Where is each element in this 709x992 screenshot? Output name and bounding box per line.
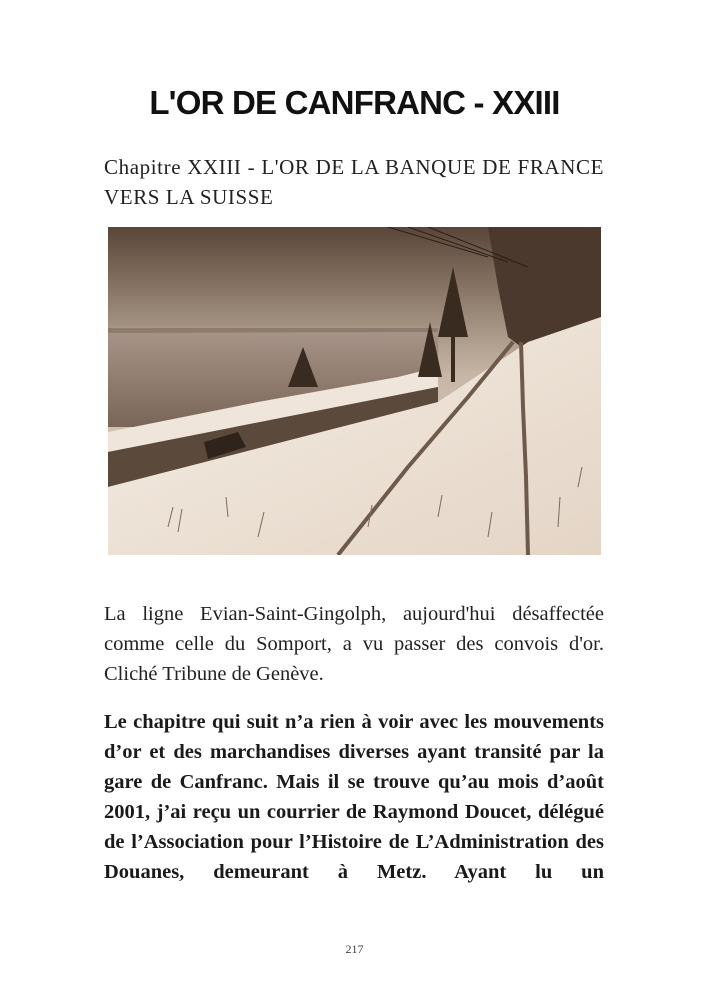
railway-photo [108, 227, 601, 555]
page-title: L'OR DE CANFRANC - XXIII [149, 84, 560, 121]
chapter-subtitle: Chapitre XXIII - L'OR DE LA BANQUE DE FRANCE VERS LA SUISSE [104, 155, 604, 209]
body-paragraph: Le chapitre qui suit n’a rien à voir avec les mouvements d’or et des marchandises diverses ayant transité par la gare de Canfranc. Mais il se trouve qu’au mois d’août 2001, j’ai reçu un courrier de Raymond Doucet, délégué de l’Association pour l’Histoire de L’Administration des Douanes, demeurant à Metz. Ayant lu un [104, 711, 604, 883]
photo-caption: La ligne Evian-Saint-Gingolph, aujourd'hui désaffectée comme celle du Somport, a vu passer des convois d'or. Cliché Tribune de Genève. [104, 603, 604, 685]
page-number: 217 [345, 942, 364, 956]
